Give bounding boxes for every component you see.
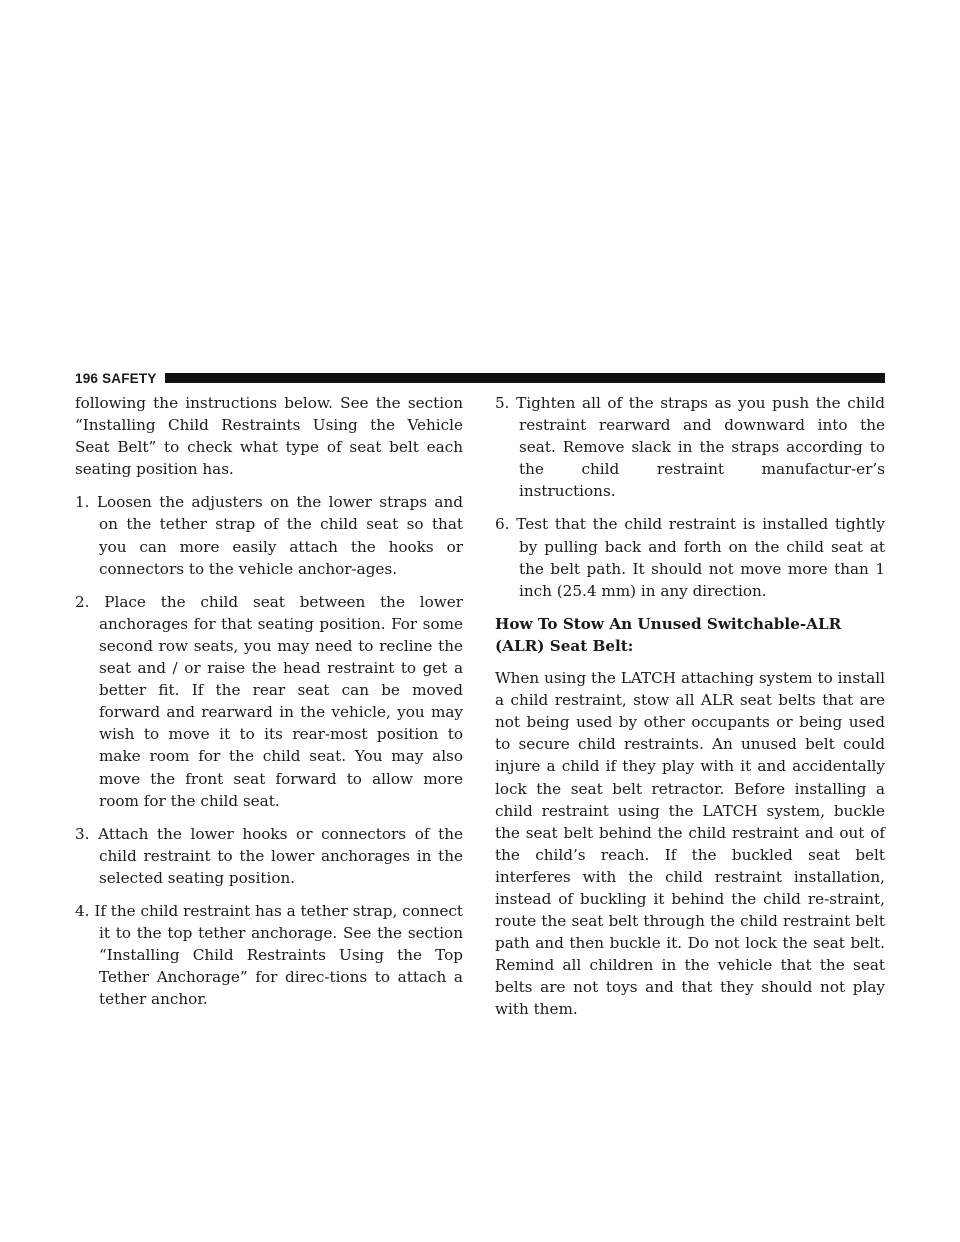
intro-paragraph: following the instructions below. See the section “Installing Child Restraints Using the Vehicle Seat Belt” to check what type of seat belt each seating position has. [75,394,463,479]
step-2: 2. Place the child seat between the lower anchorages for that seating position. For some second row seats, you may need to recline the seat and / or raise the head restraint to get a better fit. If the rear seat can be moved forward and rearward in the vehicle, you may wish to move it to its rear-most position to make room for the child seat. You may also move the front seat forward to allow more room for the child seat. [75,592,463,810]
step-3: 3. Attach the lower hooks or connectors of the child restraint to the lower anchorages in the selected seating position. [75,824,463,887]
page-number-section-label: 196 SAFETY [75,370,157,386]
section-heading: How To Stow An Unused Switchable-ALR (ALR) Seat Belt: [495,614,842,655]
right-column [495,392,885,1032]
header-rule [165,373,885,383]
section-body: When using the LATCH attaching system to install a child restraint, stow all ALR seat belts that are not being used by other occupants or being used to secure child restraints. An unused belt could injure a child if they play with it and accidentally lock the seat belt retractor. Before installing a child restraint using the LATCH system, buckle the seat belt behind the child restraint and out of the child’s reach. If the buckled seat belt interferes with the child restraint installation, instead of buckling it behind the child re-straint, route the seat belt through the child restraint belt path and then buckle it. Do not lock the seat belt. Remind all children in the vehicle that the seat belts are not toys and that they should not play with them. [495,669,885,1019]
page-header [75,368,885,388]
step-6: 6. Test that the child restraint is installed tightly by pulling back and forth on the child seat at the belt path. It should not move more than 1 inch (25.4 mm) in any direction. [495,515,885,600]
left-column [75,392,463,1021]
step-4: 4. If the child restraint has a tether strap, connect it to the top tether anchorage. See the section “Installing Child Restraints Using the Top Tether Anchorage” for direc-tions to attach a tether anchor. [75,901,463,1009]
step-5: 5. Tighten all of the straps as you push the child restraint rearward and downward into the seat. Remove slack in the straps according to the child restraint manufactur-er’s instructions. [495,394,885,501]
step-1: 1. Loosen the adjusters on the lower straps and on the tether strap of the child seat so that you can more easily attach the hooks or connectors to the vehicle anchor-ages. [75,493,463,578]
